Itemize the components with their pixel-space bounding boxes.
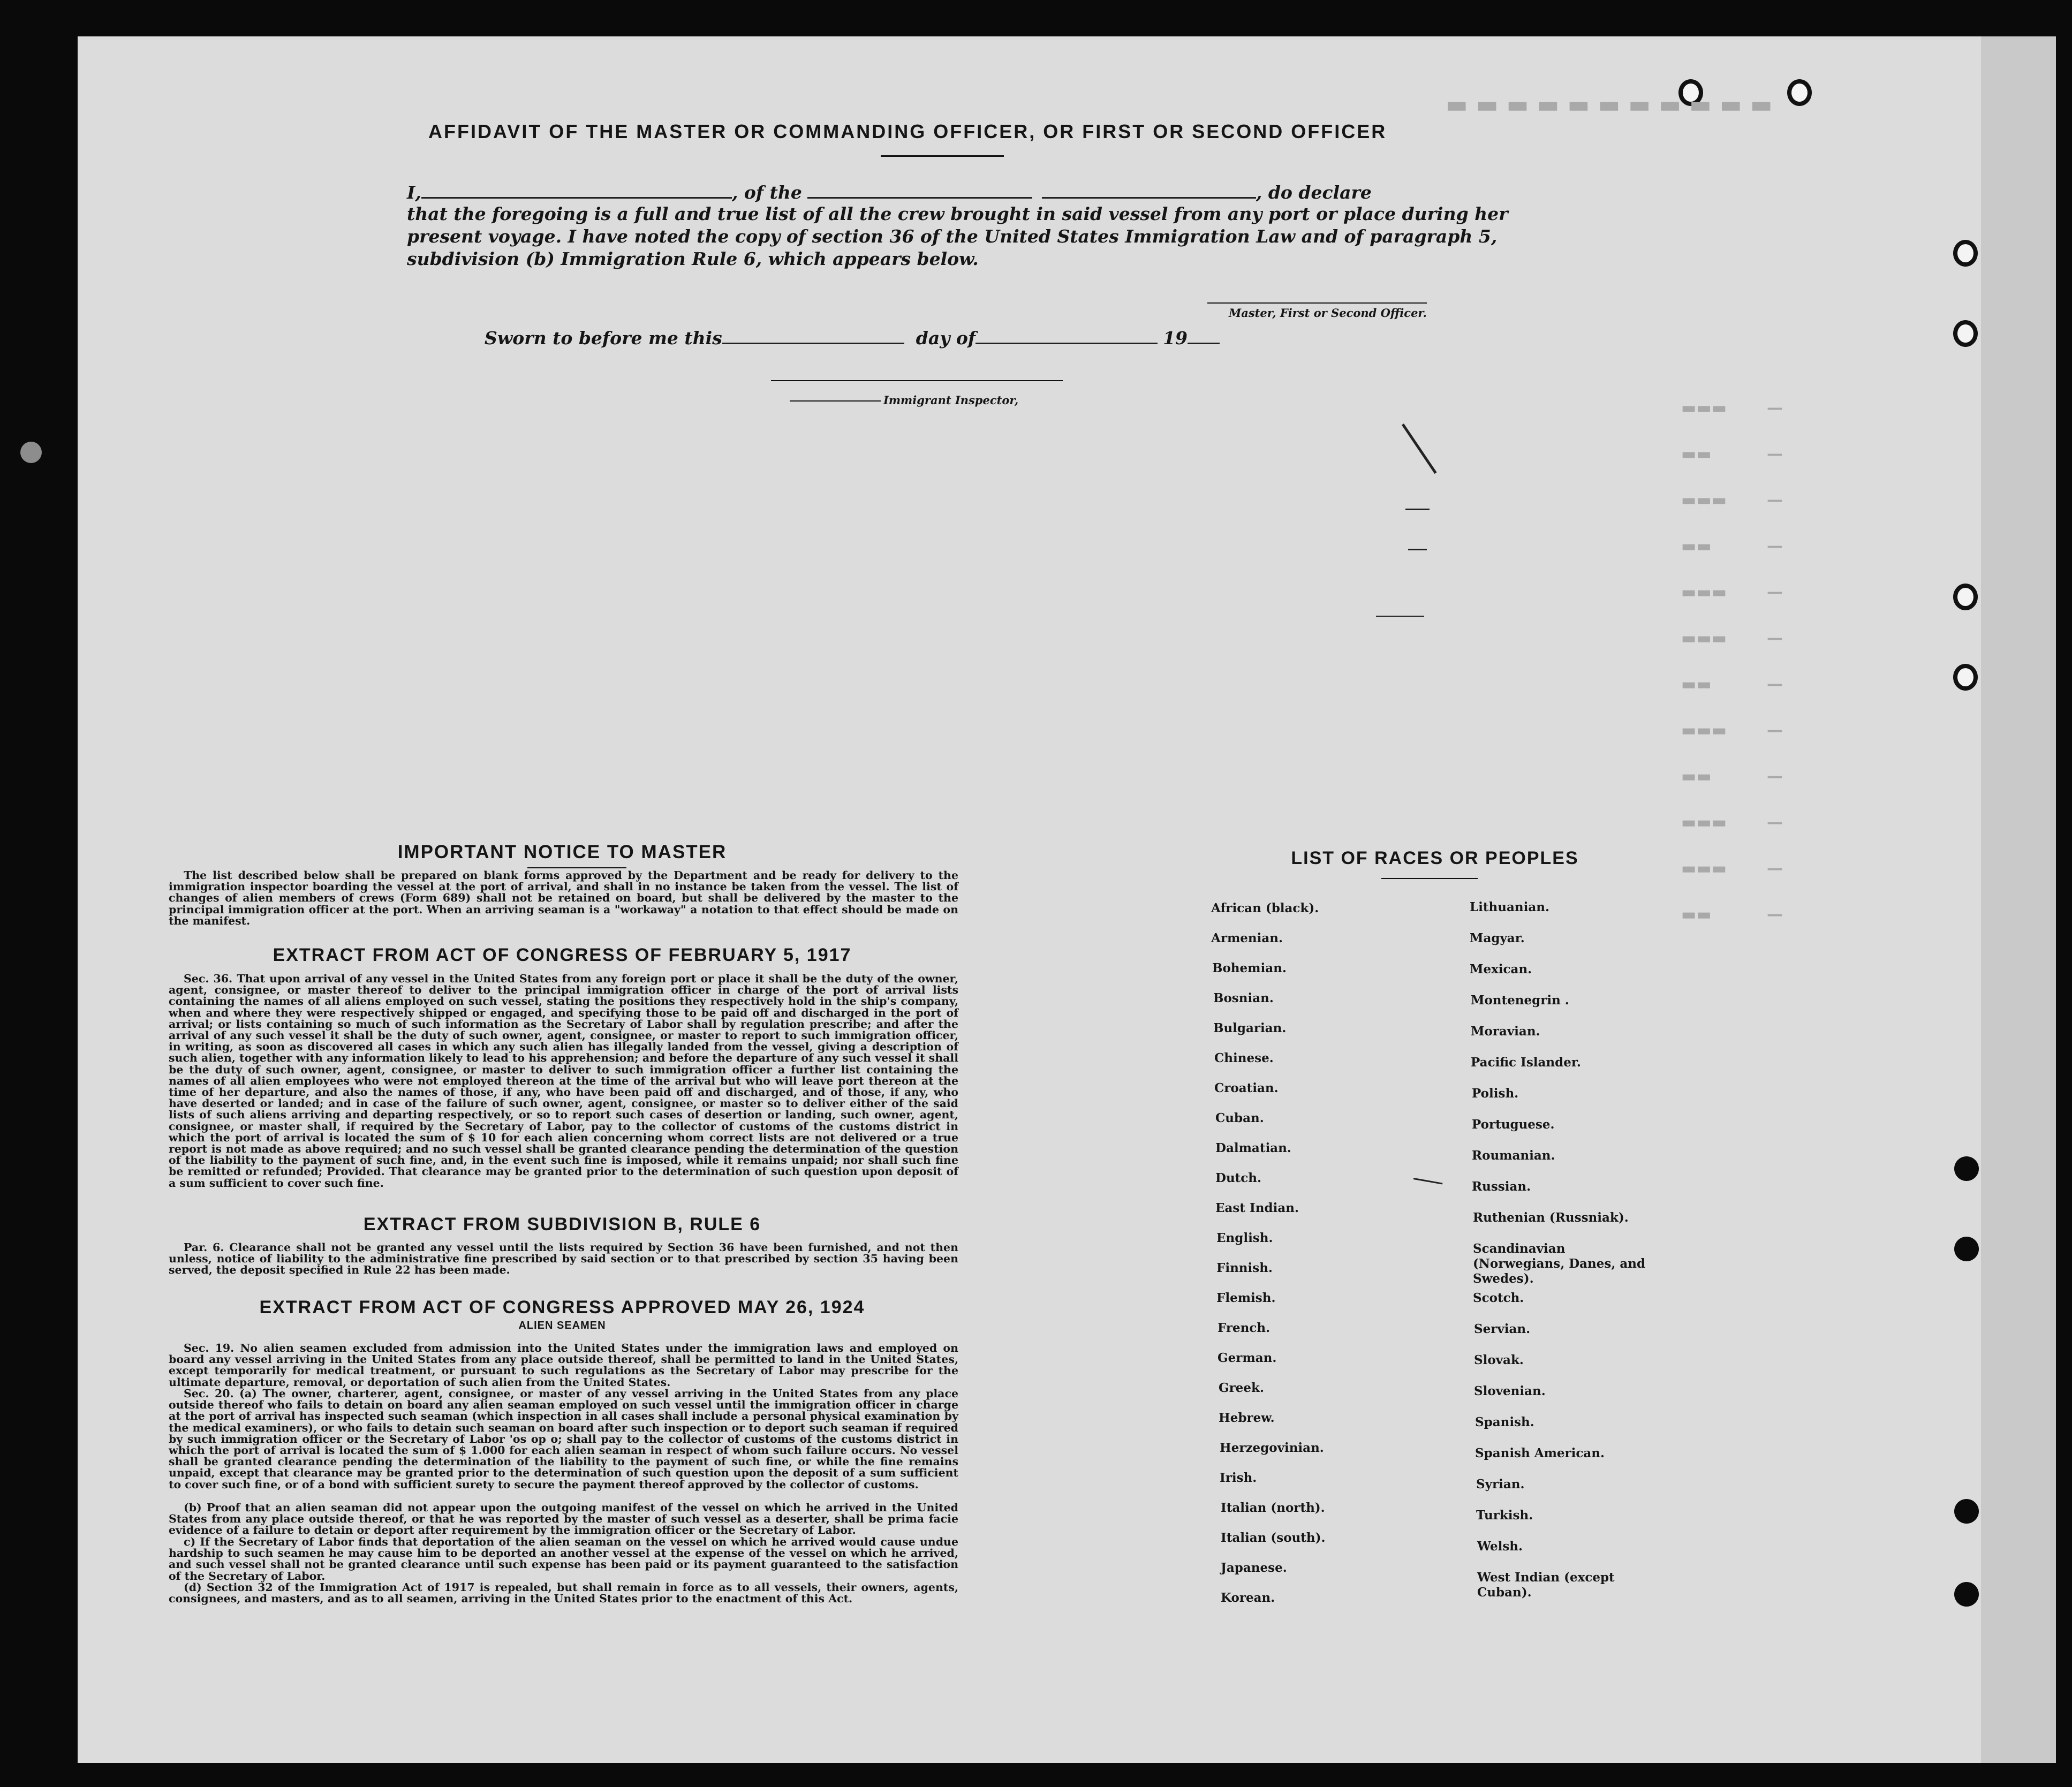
inspector-signature-line-top[interactable] <box>771 380 1063 381</box>
binder-hole-icon <box>1954 1156 1979 1181</box>
race-item: Armenian. <box>1211 931 1283 945</box>
race-item: Pacific Islander. <box>1471 1055 1581 1070</box>
race-item: English. <box>1216 1231 1273 1245</box>
race-item: Russian. <box>1472 1179 1531 1194</box>
sec19-body: Sec. 19. No alien seamen excluded from admission into the United States under the immigration laws and employed on board any vessel arriving in the United States from any place outside thereof, shall be permitted to land in the United States, except temporarily for medical treatment, or pursuant to such regulations as the Secretary of Labor may prescribe for the ultimate departure, removal, or deportation of such alien from the United States. <box>169 1342 958 1389</box>
race-item: Italian (south). <box>1221 1531 1326 1545</box>
race-item: Portuguese. <box>1472 1117 1555 1132</box>
pen-mark <box>1408 549 1427 550</box>
extract-rule6-title: EXTRACT FROM SUBDIVISION B, RULE 6 <box>363 1214 761 1235</box>
affidavit-title: AFFIDAVIT OF THE MASTER OR COMMANDING OFFICER, OR FIRST OR SECOND OFFICER <box>428 120 1387 142</box>
vessel-blank[interactable] <box>807 196 1032 199</box>
race-item: African (black). <box>1211 901 1319 915</box>
race-item: Italian (north). <box>1221 1501 1325 1515</box>
race-item: Irish. <box>1220 1471 1257 1485</box>
race-item: Greek. <box>1219 1381 1264 1395</box>
sec20b-body: (b) Proof that an alien seaman did not appear upon the outgoing manifest of the vessel on which he arrived in the United States from any place outside thereof, or that he was reported by the master of such vessel as a deserter, shall be prima facie evidence of a failure to detain or deport after requirement by the immigration officer or the Secretary of Labor. <box>169 1501 958 1537</box>
race-item: Flemish. <box>1216 1291 1276 1305</box>
race-item: Croatian. <box>1214 1081 1279 1095</box>
name-blank[interactable] <box>421 196 732 199</box>
race-item: Slovak. <box>1474 1353 1524 1367</box>
race-item: Scandinavian (Norwegians, Danes, and Swedes). <box>1473 1241 1646 1286</box>
race-item: Dutch. <box>1215 1171 1262 1185</box>
race-item: Servian. <box>1474 1322 1531 1336</box>
pen-mark <box>1376 616 1424 617</box>
race-item: Ruthenian (Russniak). <box>1473 1210 1629 1225</box>
race-item: Mexican. <box>1470 962 1532 976</box>
extract-1924-subtitle: ALIEN SEAMEN <box>518 1320 606 1331</box>
binder-hole-icon <box>1787 79 1812 106</box>
race-item: Bosnian. <box>1213 991 1274 1005</box>
vessel-blank-2[interactable] <box>1042 196 1256 199</box>
race-item: German. <box>1218 1351 1277 1365</box>
sworn-year-blank[interactable] <box>1188 342 1220 344</box>
race-item: Lithuanian. <box>1470 900 1549 914</box>
inspector-label: Immigrant Inspector, <box>883 393 1019 407</box>
notice-body: The list described below shall be prepared on blank forms approved by the Department and be ready for delivery to the immigration inspector boarding the vessel at the port of arrival, and shall in no instance be taken from the vessel. The list of changes of alien members of crews (Form 689) shall not be retained on board, but shall be delivered by the master to the principal immigration officer at the port. When an arriving seaman is a "workaway" a notation to that effect should be made on the manifest. <box>169 869 958 927</box>
binder-hole-icon <box>1953 320 1978 347</box>
race-item: Hebrew. <box>1219 1411 1275 1425</box>
race-item: Bulgarian. <box>1213 1021 1287 1035</box>
race-item: Herzegovinian. <box>1220 1441 1324 1455</box>
races-title: LIST OF RACES OR PEOPLES <box>1291 848 1579 868</box>
master-signature-label: Master, First or Second Officer. <box>1229 306 1427 320</box>
master-signature-line[interactable] <box>1207 302 1427 304</box>
race-item: Slovenian. <box>1474 1384 1546 1398</box>
race-item: Finnish. <box>1216 1261 1273 1275</box>
notice-title-underline <box>527 867 626 868</box>
binder-hole-icon <box>1954 1237 1979 1261</box>
race-item: Welsh. <box>1477 1539 1523 1554</box>
pen-mark <box>1405 509 1430 510</box>
notice-title: IMPORTANT NOTICE TO MASTER <box>397 842 727 862</box>
sec20c-body: c) If the Secretary of Labor finds that deportation of the alien seaman on the vessel on which he arrived would cause undue hardship to such seamen he may cause him to be deported an another vessel at the expense of the vessel on which he arrived, and such vessel shall not be granted clearance until such expense has been paid or its payment guaranteed to the satisfaction of the Secretary of Labor. <box>169 1535 958 1582</box>
race-item: French. <box>1218 1321 1271 1335</box>
race-item: West Indian (except Cuban). <box>1477 1570 1615 1600</box>
extract-1917-body: Sec. 36. That upon arrival of any vessel in the United States from any foreign port or place it shall be the duty of the owner, agent, consignee, or master thereof to deliver to the principal immigration officer in charge of the port of arrival lists containing the names of all aliens employed on such vessel, stating the positions they respectively hold in the ship's company, when and where they were respectively shipped or engaged, and specifying those to be paid off and discharged in the port of arrival; or lists containing so much of such information as the Secretary of Labor shall by regulation prescribe; and after the arrival of any such vessel it shall be the duty of such owner, agent, consignee, or master to report to such immigration officer, in writing, as soon as discovered all cases in which any such alien has illegally landed from the vessel, giving a description of such alien, together with any information likely to lead to his apprehension; and before the departure of any such vessel it shall be the duty of such owner, agent, consignee, or master to deliver to such immigration officer a further list containing the names of all alien employees who were not employed thereon at the time of the arrival but who will leave port thereon at the time of her departure, and also the names of those, if any, who have been paid off and discharged, and of those, if any, who have deserted or landed; and in case of the failure of such owner, agent, consignee, or master so to deliver either of the said lists of such aliens arriving and departing respectively, or so to report such cases of desertion or landing, such owner, agent, consignee, or master shall, if required by the Secretary of Labor, pay to the collector of customs of the customs district in which the port of arrival is located the sum of $ 10 for each alien concerning whom correct lists are not delivered or a true report is not made as above required; and no such vessel shall be granted clearance pending the determination of the question of the liability to the payment of such fine, and, in the event such fine is imposed, while it remains unpaid; nor shall such fine be remitted or refunded; Provided. That clearance may be granted prior to the determination of such question upon deposit of a sum sufficient to cover such fine. <box>169 972 958 1190</box>
sworn-date-blank[interactable] <box>722 342 904 344</box>
race-item: Polish. <box>1472 1086 1519 1101</box>
binder-hole-icon <box>1953 664 1978 691</box>
extract-1917-title: EXTRACT FROM ACT OF CONGRESS OF FEBRUARY 5, 1917 <box>273 945 852 965</box>
inspector-signature-line[interactable] <box>790 400 881 402</box>
affidavit-line4: subdivision (b) Immigration Rule 6, which appears below. <box>407 248 979 269</box>
race-item: Spanish. <box>1475 1415 1534 1429</box>
affidavit-line1-start: I, <box>407 182 421 203</box>
race-item: Moravian. <box>1471 1024 1540 1039</box>
race-item: Chinese. <box>1214 1051 1274 1065</box>
title-underline <box>881 155 1004 157</box>
race-item: Korean. <box>1221 1591 1275 1605</box>
sec20a-body: Sec. 20. (a) The owner, charterer, agent, consignee, or master of any vessel arriving in the United States from any place outside thereof who fails to detain on board any alien seaman employed on such vessel until the immigration officer in charge at the port of arrival has inspected such seaman (which inspection in all cases shall include a personal physical examination by the medical examiners), or who fails to detain such seaman on board after such inspection or to deport such seaman if required by such immigration officer or the Secretary of Labor 'os op o; shall pay to the collector of customs of the customs district in which the port of arrival is located the sum of $ 1.000 for each alien seaman in respect of whom such failure occurs. No vessel shall be granted clearance pending the determination of the liability to the payment of such fine, or while the fine remains unpaid, except that clearance may be granted prior to the determination of such question upon the deposit of a sum sufficient to cover such fine, or of a bond with sufficient surety to secure the payment thereof approved by the collector of customs. <box>169 1387 958 1491</box>
binder-hole-icon <box>1953 240 1978 267</box>
binder-hole-icon <box>1953 584 1978 610</box>
adjacent-page-edge <box>1981 36 2056 1763</box>
sworn-day-label: day of <box>916 328 976 349</box>
race-item: Dalmatian. <box>1215 1141 1291 1155</box>
race-item: Magyar. <box>1470 931 1525 945</box>
sworn-start: Sworn to before me this <box>485 328 722 349</box>
race-item: East Indian. <box>1215 1201 1299 1215</box>
affidavit-line3: present voyage. I have noted the copy of section 36 of the United States Immigration Law and of paragraph 5, <box>407 226 1498 247</box>
race-item: Spanish American. <box>1475 1446 1605 1460</box>
race-item: Cuban. <box>1215 1111 1264 1125</box>
affidavit-line2: that the foregoing is a full and true list of all the crew brought in said vessel from any port or place during her <box>407 203 1508 224</box>
extract-1924-title: EXTRACT FROM ACT OF CONGRESS APPROVED MAY 26, 1924 <box>259 1297 865 1317</box>
sworn-line <box>485 328 1220 349</box>
race-item: Japanese. <box>1221 1561 1287 1575</box>
sec20d-body: (d) Section 32 of the Immigration Act of 1917 is repealed, but shall remain in force as to all vessels, their owners, agents, consignees, and masters, and as to all seamen, arriving in the United States prior to the enactment of this Act. <box>169 1581 958 1606</box>
binder-hole-icon <box>1954 1582 1979 1607</box>
sworn-year-label: 19 <box>1163 328 1188 349</box>
bleed-through-marks: ▬ ▬ ▬ ▬ ▬ ▬ ▬ ▬ ▬ ▬ ▬ <box>1446 91 1773 118</box>
race-item: Turkish. <box>1476 1508 1533 1523</box>
race-item: Syrian. <box>1476 1477 1525 1491</box>
bleed-through-marks: ▬▬▬ ▬▬ ▬▬▬ ▬▬ ▬▬▬ ▬▬▬ ▬▬ ▬▬▬ ▬▬ ▬▬▬ ▬▬▬ ▬▬ <box>1681 399 1727 924</box>
race-item: Montenegrin . <box>1471 993 1569 1008</box>
affidavit-line1-end: , do declare <box>1256 182 1372 203</box>
race-item: Roumanian. <box>1472 1148 1555 1163</box>
binder-hole-icon <box>20 442 42 463</box>
extract-rule6-body: Par. 6. Clearance shall not be granted any vessel until the lists required by Section 36 have been furnished, and not then unless, notice of liability to the administrative fine prescribed by said section or to that prescribed by section 35 having been served, the deposit specified in Rule 22 has been made. <box>169 1241 958 1277</box>
binder-hole-icon <box>1954 1499 1979 1524</box>
sworn-month-blank[interactable] <box>975 342 1158 344</box>
race-item: Scotch. <box>1473 1291 1524 1305</box>
race-item: Bohemian. <box>1212 961 1287 975</box>
bleed-through-marks: — — — — — — — — — — — — <box>1767 399 1783 924</box>
races-title-underline <box>1381 878 1478 879</box>
affidavit-line1-mid: , of the <box>731 182 802 203</box>
affidavit-line1 <box>407 182 1372 203</box>
